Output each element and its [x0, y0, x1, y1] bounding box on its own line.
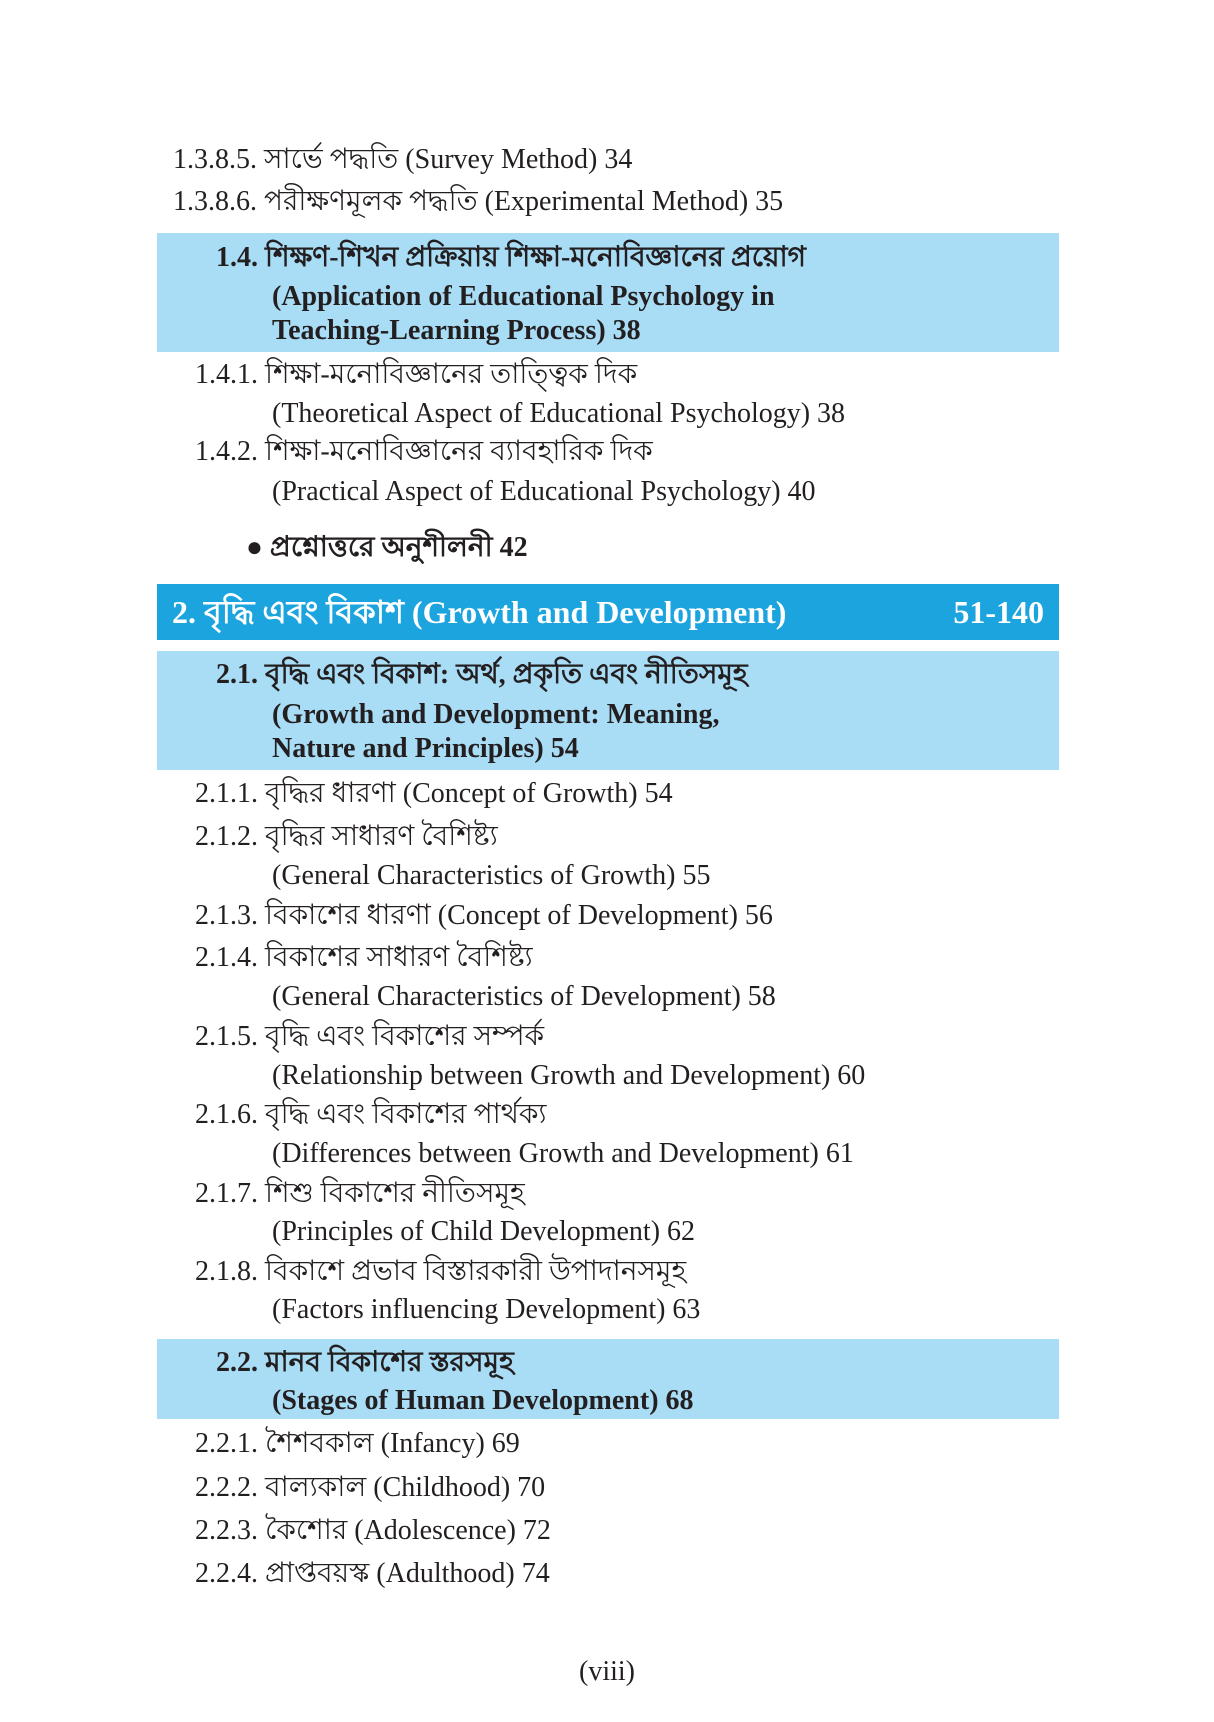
exercise-text: প্রশ্নোত্তরে অনুশীলনী 42: [269, 532, 528, 563]
section-title-en: Nature and Principles) 54: [272, 733, 579, 764]
entry-number: 2.1.2.: [195, 821, 258, 852]
entry-text-en: (Practical Aspect of Educational Psychology) 40: [272, 476, 816, 507]
toc-entry: [195, 1019, 544, 1055]
entry-text-en: (Relationship between Growth and Development) 60: [272, 1060, 866, 1091]
entry-text: সার্ভে পদ্ধতি (Survey Method) 34: [264, 144, 633, 175]
section-heading: [216, 657, 748, 693]
entry-text-en: (General Characteristics of Growth) 55: [272, 860, 711, 891]
entry-text: শৈশবকাল (Infancy) 69: [265, 1428, 520, 1459]
entry-text: শিক্ষা-মনোবিজ্ঞানের ব্যাবহারিক দিক: [265, 436, 653, 467]
entry-text: বৃদ্ধি এবং বিকাশের পার্থক্য: [265, 1099, 547, 1130]
entry-text: শিক্ষা-মনোবিজ্ঞানের তাত্ত্বিক দিক: [265, 359, 638, 390]
chapter-pages: 51-140: [953, 594, 1044, 630]
entry-text-en: (General Characteristics of Development) 58: [272, 981, 776, 1012]
entry-text-en: (Differences between Growth and Development) 61: [272, 1138, 854, 1169]
entry-text: বৃদ্ধি এবং বিকাশের সম্পর্ক: [265, 1021, 545, 1052]
entry-number: 2.1.6.: [195, 1099, 258, 1130]
section-title-en: (Stages of Human Development) 68: [272, 1385, 694, 1416]
section-heading: [216, 240, 806, 276]
toc-entry: [195, 1470, 545, 1506]
entry-text: প্রাপ্তবয়স্ক (Adulthood) 74: [265, 1558, 550, 1589]
toc-entry: [195, 819, 498, 855]
section-title-bn: মানব বিকাশের স্তরসমূহ: [265, 1347, 514, 1378]
entry-text: বৃদ্ধির ধারণা (Concept of Growth) 54: [265, 778, 673, 809]
entry-text: বিকাশের সাধারণ বৈশিষ্ট্য: [265, 942, 533, 973]
toc-entry: [195, 434, 653, 470]
entry-text-en: (Principles of Child Development) 62: [272, 1216, 696, 1247]
entry-number: 2.1.3.: [195, 900, 258, 931]
entry-text: বিকাশে প্রভাব বিস্তারকারী উপাদানসমূহ: [265, 1256, 687, 1287]
entry-number: 1.3.8.6.: [173, 186, 257, 217]
entry-text-en: (Theoretical Aspect of Educational Psychology) 38: [272, 398, 846, 429]
section-number: 1.4.: [216, 242, 258, 273]
toc-entry: [195, 357, 637, 393]
entry-text: পরীক্ষণমূলক পদ্ধতি (Experimental Method) 35: [264, 186, 784, 217]
entry-number: 1.3.8.5.: [173, 144, 257, 175]
toc-entry: [195, 898, 773, 934]
entry-text: শিশু বিকাশের নীতিসমূহ: [265, 1178, 525, 1209]
chapter-title: 2. বৃদ্ধি এবং বিকাশ (Growth and Development): [172, 594, 787, 630]
entry-number: 2.2.4.: [195, 1558, 258, 1589]
entry-text: বৃদ্ধির সাধারণ বৈশিষ্ট্য: [265, 821, 498, 852]
section-title-bn: বৃদ্ধি এবং বিকাশ: অর্থ, প্রকৃতি এবং নীতিসমূহ: [265, 659, 748, 690]
section-title-en: (Application of Educational Psychology in: [272, 281, 775, 312]
toc-entry: [173, 142, 632, 178]
entry-text: কৈশোর (Adolescence) 72: [265, 1515, 551, 1546]
toc-entry: [195, 776, 673, 812]
entry-number: 2.1.8.: [195, 1256, 258, 1287]
toc-entry: [173, 184, 783, 220]
entry-number: 2.2.2.: [195, 1472, 258, 1503]
toc-entry: [195, 1556, 550, 1592]
toc-entry: [195, 1097, 547, 1133]
entry-text: বাল্যকাল (Childhood) 70: [265, 1472, 546, 1503]
section-number: 2.1.: [216, 659, 258, 690]
toc-entry: [195, 1513, 551, 1549]
toc-entry: [195, 1254, 686, 1290]
entry-number: 2.2.1.: [195, 1428, 258, 1459]
section-heading: [216, 1345, 514, 1381]
entry-text-en: (Factors influencing Development) 63: [272, 1294, 701, 1325]
entry-number: 2.1.4.: [195, 942, 258, 973]
toc-entry: [195, 1426, 520, 1462]
entry-number: 1.4.2.: [195, 436, 258, 467]
section-title-en: Teaching-Learning Process) 38: [272, 315, 641, 346]
section-number: 2.2.: [216, 1347, 258, 1378]
toc-entry: [195, 940, 533, 976]
entry-text: বিকাশের ধারণা (Concept of Development) 56: [265, 900, 773, 931]
section-title-en: (Growth and Development: Meaning,: [272, 699, 720, 730]
exercise-entry: [246, 530, 528, 566]
toc-entry: [195, 1176, 525, 1212]
entry-number: 2.1.1.: [195, 778, 258, 809]
section-title-bn: শিক্ষণ-শিখন প্রক্রিয়ায় শিক্ষা-মনোবিজ্ঞানের প্রয়োগ: [265, 242, 806, 273]
chapter-2-bar: [157, 584, 1059, 640]
page-number: (viii): [579, 1656, 635, 1687]
entry-number: 1.4.1.: [195, 359, 258, 390]
entry-number: 2.2.3.: [195, 1515, 258, 1546]
entry-number: 2.1.5.: [195, 1021, 258, 1052]
bullet-icon: ●: [246, 532, 263, 563]
entry-number: 2.1.7.: [195, 1178, 258, 1209]
